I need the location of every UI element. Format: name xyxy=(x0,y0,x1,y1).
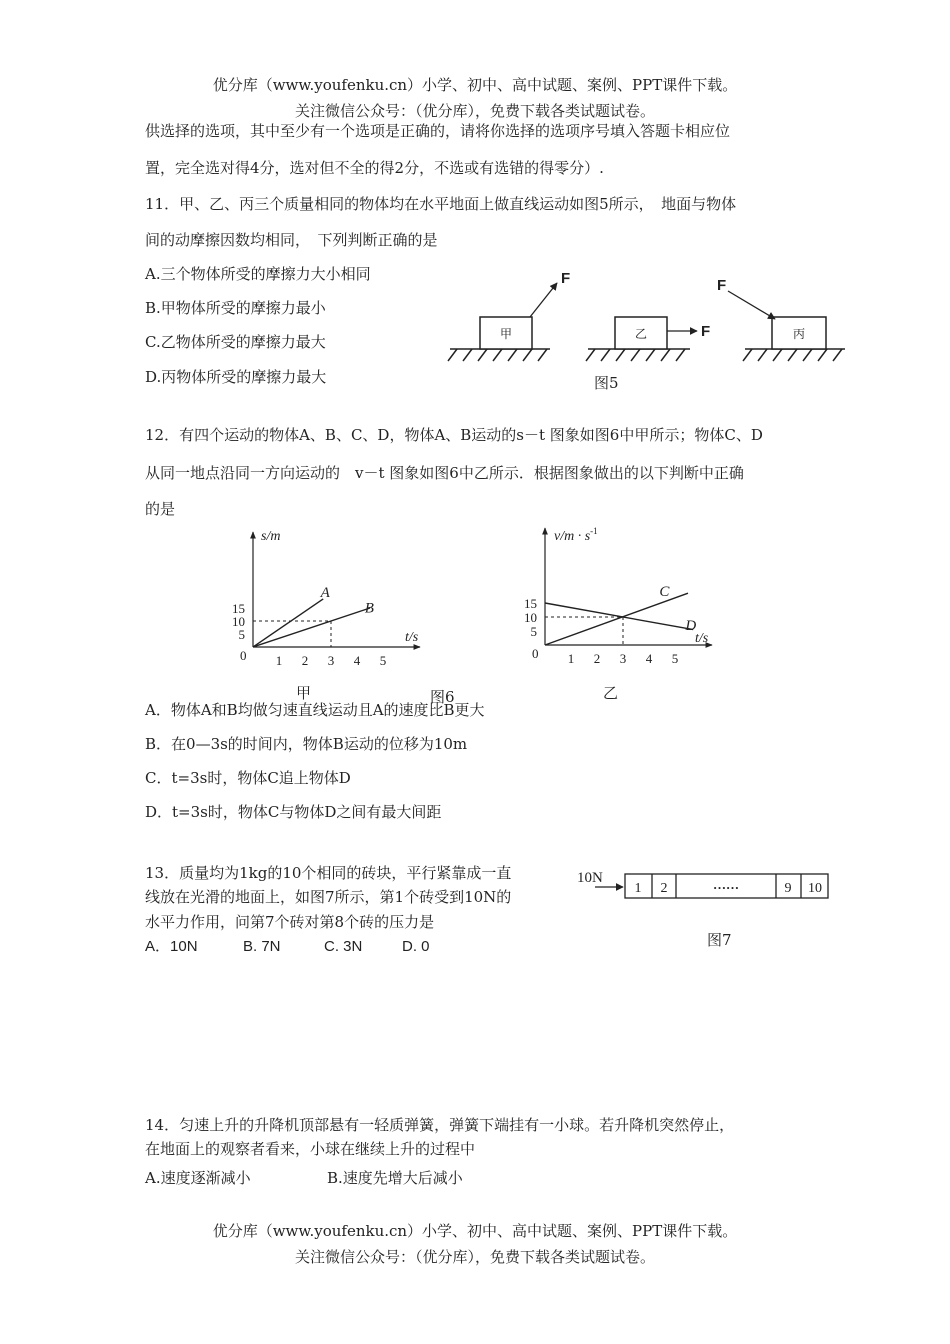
series-line-A xyxy=(253,599,323,647)
q11-option-d: D.丙物体所受的摩擦力最大 xyxy=(145,368,327,386)
figure-7-force-label: 10N xyxy=(577,870,603,886)
q12-option-b: B．在0—3s的时间内，物体B运动的位移为10m xyxy=(145,735,468,753)
q13-stem-line-2: 线放在光滑的地面上，如图7所示，第1个砖受到10N的 xyxy=(145,888,512,906)
ground-1 xyxy=(448,349,550,361)
series-label-D: D xyxy=(685,618,697,635)
q11-stem-line-1: 11．甲、乙、丙三个质量相同的物体均在水平地面上做直线运动如图5所示， 地面与物体 xyxy=(145,195,737,213)
chart-yi-title: 乙 xyxy=(603,684,619,702)
q11-stem-line-2: 间的动摩擦因数均相同， 下列判断正确的是 xyxy=(145,231,438,249)
footer-line-1: 优分库（www.youfenku.cn）小学、初中、高中试题、案例、PPT课件下载。 xyxy=(212,1222,738,1240)
q14-stem-line-2: 在地面上的观察者看来，小球在继续上升的过程中 xyxy=(145,1140,476,1158)
q13-stem-line-3: 水平力作用，问第7个砖对第8个砖的压力是 xyxy=(145,913,435,931)
q12-option-a: A．物体A和B均做匀速直线运动且A的速度比B更大 xyxy=(145,701,485,719)
series-label-A: A xyxy=(320,584,330,601)
x-tick-3: 3 xyxy=(327,653,335,668)
x-tick-5: 5 xyxy=(671,651,679,666)
x-tick-5: 5 xyxy=(379,653,387,668)
x-tick-2: 2 xyxy=(301,653,309,668)
q13-option-d: D. 0 xyxy=(402,938,430,955)
series-label-B: B xyxy=(364,600,374,617)
brick-ellipsis: …… xyxy=(713,877,739,892)
q14-option-a: A.速度逐渐减小 xyxy=(145,1169,251,1187)
q11-option-b: B.甲物体所受的摩擦力最小 xyxy=(145,299,326,317)
series-line-B xyxy=(253,608,370,647)
figure-5 xyxy=(445,265,855,395)
block-jia-label: 甲 xyxy=(499,327,513,341)
brick-9: 9 xyxy=(784,881,792,896)
ground-3 xyxy=(743,349,845,361)
force-label-1: F xyxy=(561,270,571,287)
series-line-C xyxy=(545,593,688,645)
chart-jia-origin: 0 xyxy=(240,648,247,663)
q12-stem-line-2: 从同一地点沿同一方向运动的 v－t 图象如图6中乙所示．根据图象做出的以下判断中正确 xyxy=(145,464,744,482)
q12-stem-line-1: 12．有四个运动的物体A、B、C、D，物体A、B运动的s－t 图象如图6中甲所示；物体C、D xyxy=(145,426,763,444)
brick-2: 2 xyxy=(660,881,668,896)
x-tick-4: 4 xyxy=(645,651,653,666)
x-tick-1: 1 xyxy=(275,653,283,668)
y-tick-15: 15 xyxy=(524,596,537,611)
x-tick-2: 2 xyxy=(593,651,601,666)
force-label-2: F xyxy=(701,323,711,340)
x-tick-3: 3 xyxy=(619,651,627,666)
q14-stem-line-1: 14．匀速上升的升降机顶部悬有一轻质弹簧，弹簧下端挂有一小球。若升降机突然停止， xyxy=(145,1116,735,1134)
chart-yi-origin: 0 xyxy=(532,646,539,661)
chart-yi xyxy=(500,520,720,670)
block-yi-label: 乙 xyxy=(634,327,648,341)
series-label-C: C xyxy=(659,584,670,600)
q11-option-c: C.乙物体所受的摩擦力最大 xyxy=(145,333,326,351)
q13-option-b: B. 7N xyxy=(243,938,281,955)
series-line-D xyxy=(545,603,693,630)
q12-stem-line-3: 的是 xyxy=(145,500,176,518)
figure-7 xyxy=(575,862,835,912)
q13-option-a: A．10N xyxy=(145,938,198,955)
q13-stem-line-1: 13．质量均为1kg的10个相同的砖块，平行紧靠成一直 xyxy=(145,864,512,882)
ground-2 xyxy=(586,349,690,361)
q12-option-c: C．t=3s时，物体C追上物体D xyxy=(145,769,351,787)
force-arrow-1 xyxy=(530,283,557,317)
q13-option-c: C. 3N xyxy=(324,938,363,955)
brick-1: 1 xyxy=(634,881,642,896)
chart-jia-xlabel: t/s xyxy=(405,630,419,645)
force-arrow-3 xyxy=(728,291,775,319)
q12-option-d: D．t=3s时，物体C与物体D之间有最大间距 xyxy=(145,803,442,821)
chart-yi-ylabel: $v/m \cdot s^{-1}$ xyxy=(554,526,598,544)
q11-option-a: A.三个物体所受的摩擦力大小相同 xyxy=(145,265,371,283)
figure-7-caption: 图7 xyxy=(707,931,732,949)
figure-5-caption: 图5 xyxy=(594,374,619,392)
x-tick-1: 1 xyxy=(567,651,575,666)
x-tick-4: 4 xyxy=(353,653,361,668)
y-tick-15: 15 xyxy=(232,601,245,616)
q14-option-b: B.速度先增大后减小 xyxy=(327,1169,463,1187)
chart-yi-xlabel: t/s xyxy=(695,631,709,646)
force-label-3: F xyxy=(717,277,727,294)
block-bing-label: 丙 xyxy=(792,327,806,341)
y-tick-10: 10 xyxy=(524,610,537,625)
figure-6-caption: 图6 xyxy=(430,688,455,706)
header-line-1: 优分库（www.youfenku.cn）小学、初中、高中试题、案例、PPT课件下载。 xyxy=(212,76,738,94)
intro-line-2: 置，完全选对得4分，选对但不全的得2分，不选或有选错的得零分）. xyxy=(145,159,604,177)
chart-jia-ylabel: s/m xyxy=(261,529,281,544)
footer-line-2: 关注微信公众号：（优分库），免费下载各类试题试卷。 xyxy=(294,1248,655,1266)
y-tick-10: 10 xyxy=(232,614,245,629)
brick-10: 10 xyxy=(808,881,822,896)
header-line-2: 关注微信公众号：（优分库），免费下载各类试题试卷。 xyxy=(294,102,655,120)
y-tick-5: 5 xyxy=(530,624,537,639)
intro-line-1: 供选择的选项，其中至少有一个选项是正确的，请将你选择的选项序号填入答题卡相应位 xyxy=(145,122,731,140)
y-tick-5: 5 xyxy=(238,627,245,642)
chart-jia-title: 甲 xyxy=(296,684,312,702)
chart-jia xyxy=(225,520,425,670)
